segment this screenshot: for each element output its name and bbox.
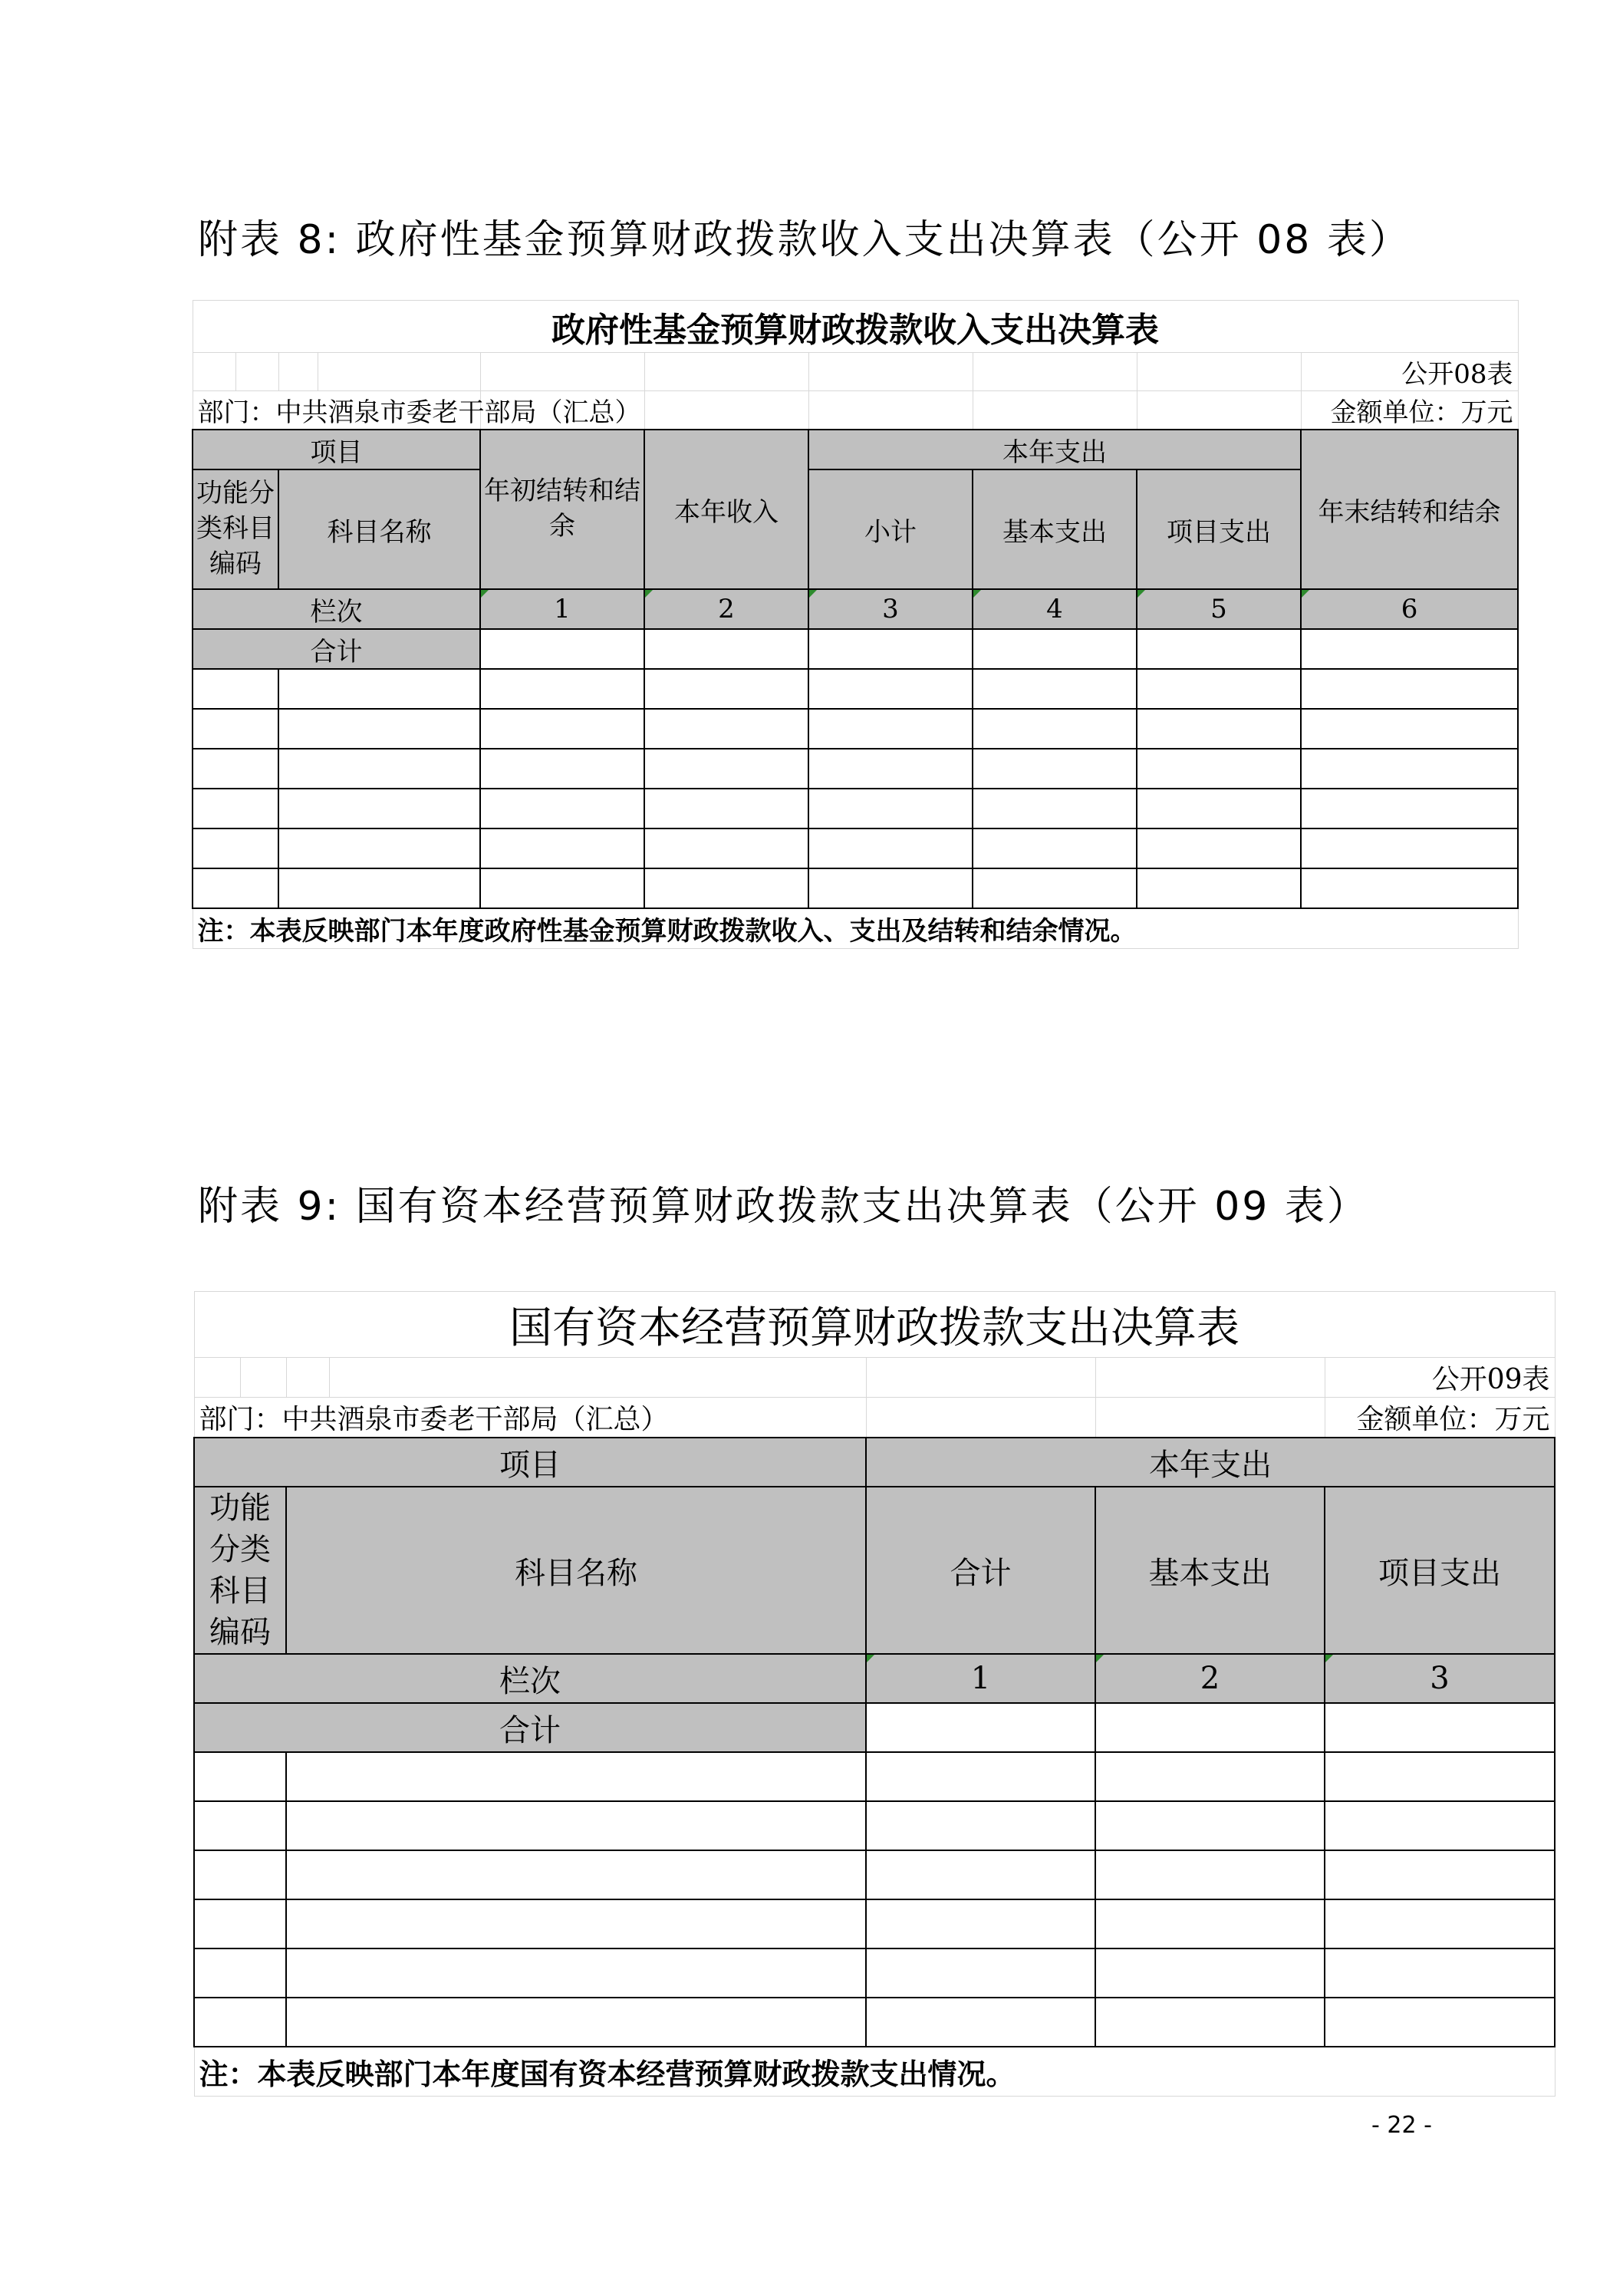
table-row	[194, 1850, 1555, 1899]
table9	[193, 1291, 1556, 2097]
table-row	[193, 789, 1518, 828]
table-row	[194, 1752, 1555, 1801]
table8-total-label: 合计	[193, 629, 480, 669]
table9-header-item: 项目	[194, 1438, 866, 1487]
page-number: - 22 -	[1371, 2112, 1432, 2139]
table-row	[193, 669, 1518, 709]
table8-header-income: 本年收入	[644, 430, 808, 589]
table-row	[193, 868, 1518, 908]
table-row	[194, 1899, 1555, 1948]
table8-unit: 金额单位：万元	[1301, 391, 1518, 430]
table9-header-project: 项目支出	[1325, 1487, 1555, 1654]
table8-header-basic: 基本支出	[973, 469, 1137, 589]
table9-header-total: 合计	[866, 1487, 1095, 1654]
table9-header-func-code: 功能分类科目编码	[194, 1487, 286, 1654]
table9-code: 公开09表	[1325, 1358, 1555, 1398]
table8-total-row	[193, 629, 1518, 669]
table8-col-num: 3	[808, 589, 973, 629]
table8-col-num: 4	[973, 589, 1137, 629]
table8-header-subject: 科目名称	[278, 469, 480, 589]
table8-col-num: 5	[1137, 589, 1301, 629]
table-row	[193, 709, 1518, 749]
table9-header-basic: 基本支出	[1095, 1487, 1325, 1654]
table8-col-num: 2	[644, 589, 808, 629]
table8-heading: 附表 8: 政府性基金预算财政拨款收入支出决算表（公开 08 表）	[198, 217, 1411, 263]
table8-header-expense: 本年支出	[808, 430, 1301, 469]
table8-header-item: 项目	[193, 430, 480, 469]
table9-header-expense: 本年支出	[866, 1438, 1555, 1487]
table9-col-label: 栏次	[194, 1654, 866, 1703]
table9-col-num: 2	[1095, 1654, 1325, 1703]
table9-col-num: 3	[1325, 1654, 1555, 1703]
table8-col-num: 1	[480, 589, 644, 629]
table8-header-project: 项目支出	[1137, 469, 1301, 589]
table8-title: 政府性基金预算财政拨款收入支出决算表	[193, 301, 1518, 353]
table-row	[194, 1801, 1555, 1850]
table9-dept: 部门：中共酒泉市委老干部局（汇总）	[194, 1398, 866, 1438]
table9-total-label: 合计	[194, 1703, 866, 1752]
table-row	[193, 828, 1518, 868]
table9-heading: 附表 9: 国有资本经营预算财政拨款支出决算表（公开 09 表）	[198, 1184, 1369, 1230]
table9-unit: 金额单位：万元	[1325, 1398, 1555, 1438]
table9-col-num: 1	[866, 1654, 1095, 1703]
table8-header-carry-begin: 年初结转和结余	[480, 430, 644, 589]
table-row	[193, 749, 1518, 789]
table9-total-row	[194, 1703, 1555, 1752]
table8-code: 公开08表	[1301, 353, 1518, 391]
table9-title: 国有资本经营预算财政拨款支出决算表	[194, 1292, 1555, 1358]
table8-col-num: 6	[1301, 589, 1518, 629]
table8-header-carry-end: 年末结转和结余	[1301, 430, 1518, 589]
table9-header-subject: 科目名称	[286, 1487, 866, 1654]
table8-dept: 部门：中共酒泉市委老干部局（汇总）	[193, 391, 480, 430]
table-row	[194, 1948, 1555, 1998]
table8-header-func-code: 功能分类科目编码	[193, 469, 278, 589]
table8	[192, 300, 1519, 949]
table8-header-subtotal: 小计	[808, 469, 973, 589]
table-row	[194, 1998, 1555, 2047]
table8-col-label: 栏次	[193, 589, 480, 629]
table9-note: 注：本表反映部门本年度国有资本经营预算财政拨款支出情况。	[194, 2047, 1555, 2096]
table8-note: 注：本表反映部门本年度政府性基金预算财政拨款收入、支出及结转和结余情况。	[193, 908, 1518, 948]
